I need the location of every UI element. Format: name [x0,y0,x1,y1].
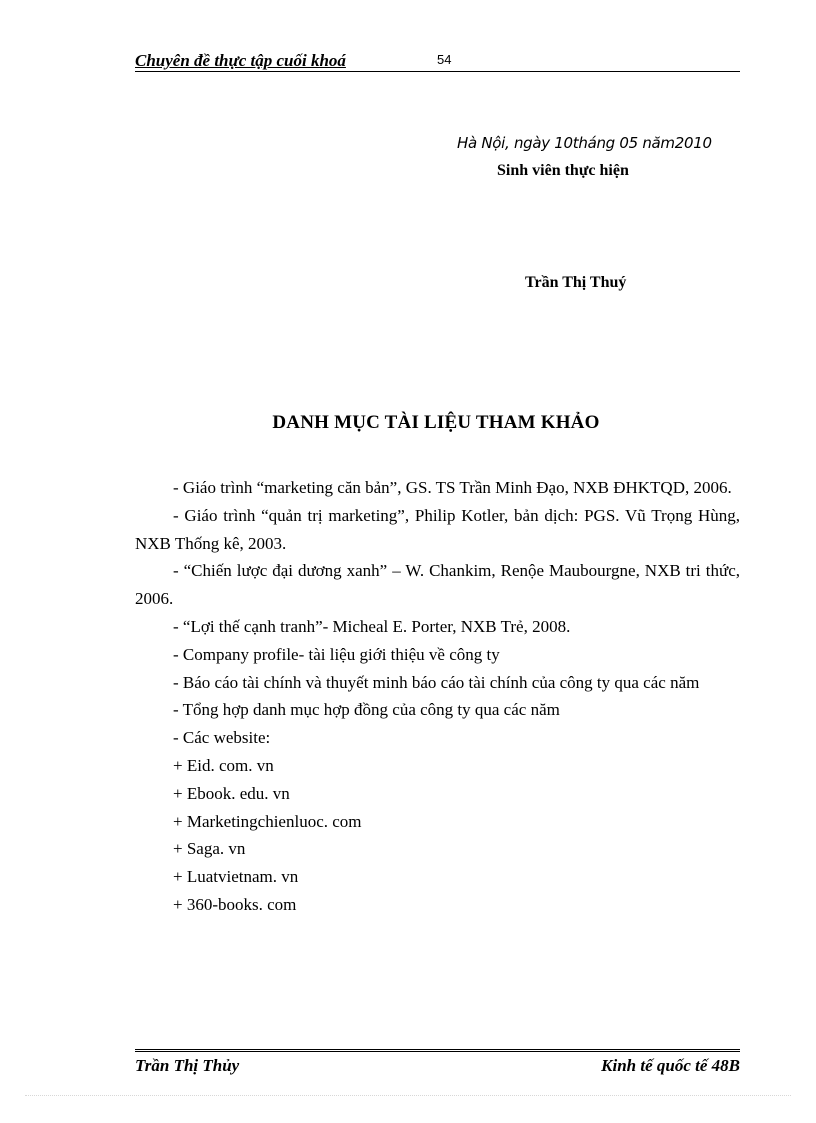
footer-author: Trần Thị Thủy [135,1056,240,1075]
reference-item: - Các website: [173,728,271,748]
reference-item: - Tổng hợp danh mục hợp đồng của công ty qua các năm [173,700,560,720]
reference-list [135,474,740,919]
footer-course: Kinh tế quốc tế 48B [601,1056,740,1075]
website-item: + Marketingchienluoc. com [173,811,362,831]
signature-date: Hà Nội, ngày 10tháng 05 năm2010 [457,134,712,152]
website-item: + Luatvietnam. vn [173,867,299,887]
page-header [135,49,740,72]
website-item: + Eid. com. vn [173,755,274,775]
reference-item: - Giáo trình “quản trị marketing”, Philip Kotler, bản dịch: PGS. Vũ Trọng Hùng, NXB Thống kê, 2003. [135,505,740,553]
header-title: Chuyên đề thực tập cuối khoá [135,51,346,70]
website-item: + Ebook. edu. vn [173,783,290,803]
page-footer [135,1049,740,1082]
page-edge-divider [25,1095,791,1096]
reference-item: - “Lợi thế cạnh tranh”- Micheal E. Porter, NXB Trẻ, 2008. [173,616,571,636]
signature-name: Trần Thị Thuý [525,274,627,291]
reference-item: - “Chiến lược đại dương xanh” – W. Chankim, Renộe Maubourgne, NXB tri thức, 2006. [135,561,740,609]
website-item: + Saga. vn [173,839,246,859]
website-item: + 360-books. com [173,894,297,914]
section-title: DANH MỤC TÀI LIỆU THAM KHẢO [272,412,600,433]
page-number: 54 [437,52,452,67]
signature-role: Sinh viên thực hiện [497,162,629,179]
reference-item: - Company profile- tài liệu giới thiệu về công ty [173,644,500,664]
reference-item: - Giáo trình “marketing căn bản”, GS. TS Trần Minh Đạo, NXB ĐHKTQD, 2006. [173,478,732,497]
reference-item: - Báo cáo tài chính và thuyết minh báo cáo tài chính của công ty qua các năm [173,672,700,692]
